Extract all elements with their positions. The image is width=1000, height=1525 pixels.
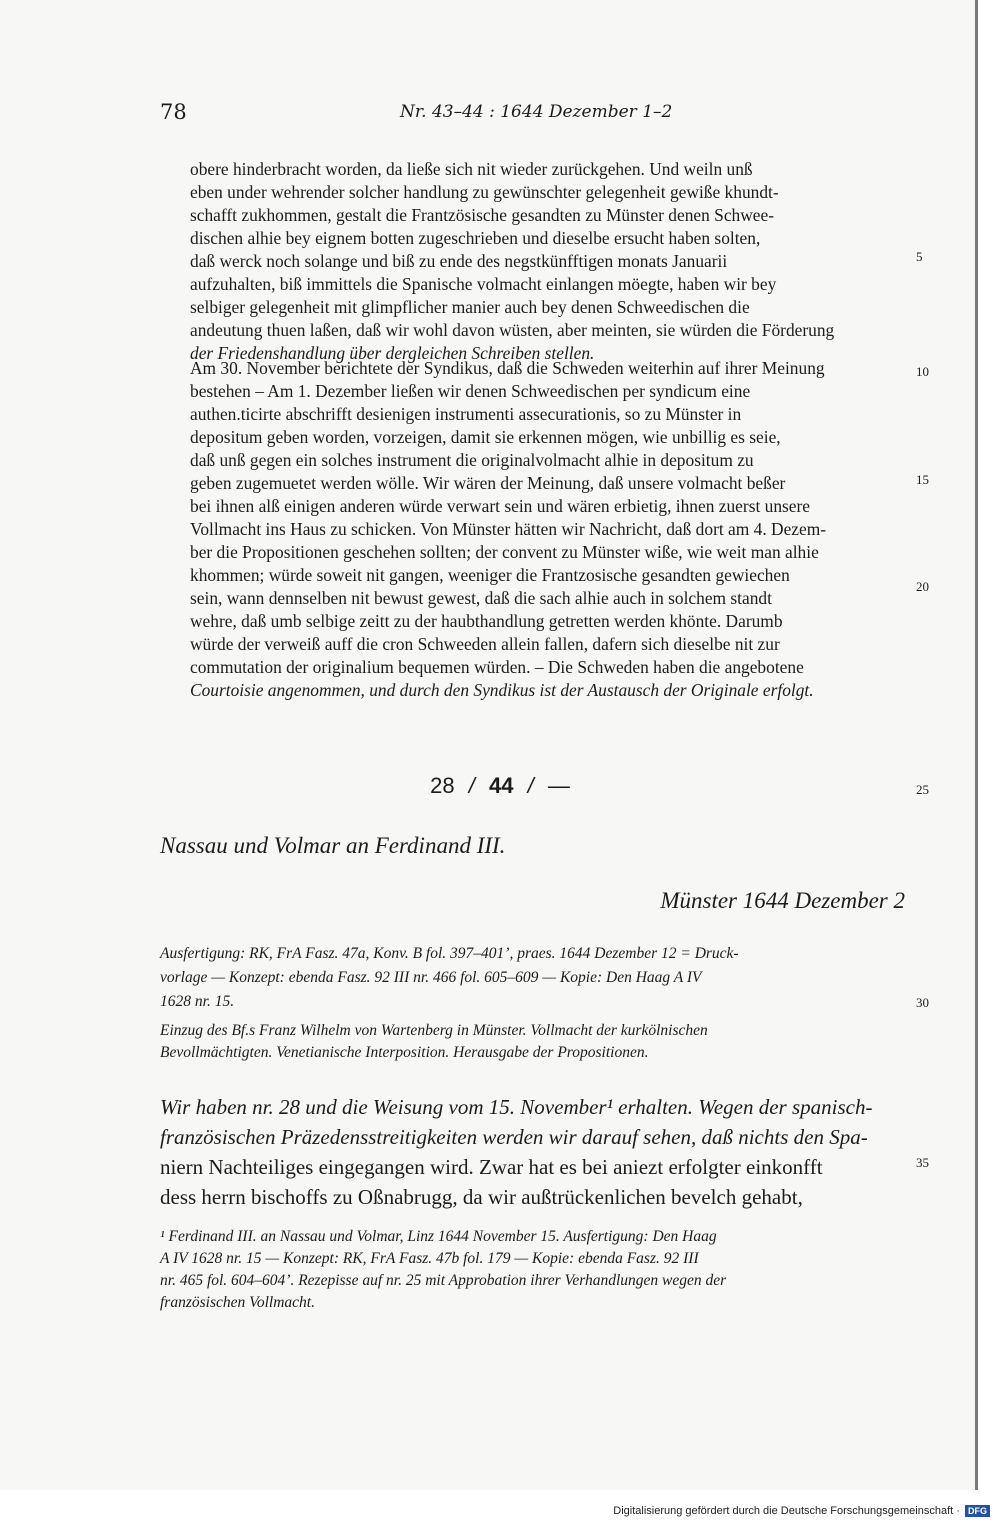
footer-text: Digitalisierung gefördert durch die Deutsche Forschungsgemeinschaft · <box>613 1505 960 1517</box>
line-number: 5 <box>916 249 923 264</box>
text-line: niern Nachteiliges eingegangen wird. Zwar hat es bei aniezt erfolgter einkonfft <box>160 1155 823 1179</box>
text-line: Bevollmächtigten. Venetianische Interposition. Herausgabe der Propositionen. <box>160 1044 649 1061</box>
dfg-logo: DFG <box>965 1505 990 1517</box>
text-line: 1628 nr. 15. <box>160 993 235 1010</box>
text-line: wehre, daß umb selbige zeitt zu der haubthandlung getretten werden khönte. Darumb <box>190 611 783 631</box>
doc-number-left: 28 <box>430 773 455 798</box>
text-line: würde der verweiß auff die cron Schweeden allein fallen, dafern sich dieselbe nit zur <box>190 634 780 654</box>
line-number: 10 <box>916 364 929 379</box>
text-line: selbiger gelegenheit mit glimpflicher manier auch bey denen Schweedischen die <box>190 297 750 317</box>
line-number: 25 <box>916 782 929 797</box>
document-title: Nassau und Volmar an Ferdinand III. <box>160 833 506 858</box>
text-line: Ausfertigung: RK, FrA Fasz. 47a, Konv. B fol. 397–401’, praes. 1644 Dezember 12 = Druck- <box>160 945 739 962</box>
text-line: bei ihnen alß einigen anderen würde verwart sein und wären erbietig, ihnen zuerst unsere <box>190 496 811 516</box>
text-line: dischen alhie bey eignem botten zugeschrieben und dieselbe ersucht haben solten, <box>190 228 761 248</box>
text-line: aufzuhalten, biß immittels die Spanische volmacht einlangen möegte, haben wir bey <box>190 274 777 294</box>
text-line: Vollmacht ins Haus zu schicken. Von Münster hätten wir Nachricht, daß dort am 4. Dezem- <box>190 519 827 539</box>
text-line: khommen; würde soweit nit gangen, weeniger die Frantzosische gesandten gewiechen <box>190 565 790 585</box>
text-line: bestehen – Am 1. Dezember ließen wir denen Schweedischen per syndicum eine <box>190 381 751 401</box>
line-number: 20 <box>916 579 929 594</box>
text-line: sein, wann dennselben nit bewust gewest, daß die sach alhie auch in solchem standt <box>190 588 772 608</box>
text-line: obere hinderbracht worden, da ließe sich nit wieder zurückgehen. Und weiln unß <box>190 159 753 179</box>
text-line: authen.ticirte abschrifft desienigen instrumenti assecurationis, so zu Münster in <box>190 404 742 424</box>
text-line: schafft zukhommen, gestalt die Frantzösische gesandten zu Münster denen Schwee- <box>190 205 775 225</box>
doc-separator: / <box>527 773 534 798</box>
text-line: eben under wehrender solcher handlung zu gewünschter gelegenheit gewiße khundt- <box>190 182 779 202</box>
text-line: Wir haben nr. 28 und die Weisung vom 15. November¹ erhalten. Wegen der spanisch- <box>160 1095 873 1119</box>
text-line: Courtoisie angenommen, und durch den Syndikus ist der Austausch der Originale erfolgt. <box>190 680 814 700</box>
page-edge <box>975 0 978 1490</box>
text-line: A IV 1628 nr. 15 — Konzept: RK, FrA Fasz. 47b fol. 179 — Kopie: ebenda Fasz. 92 III <box>160 1250 699 1267</box>
text-line: französischen Vollmacht. <box>160 1294 315 1311</box>
text-line: commutation der originalium bequemen würden. – Die Schweden haben die angebotene <box>190 657 804 677</box>
text-line: depositum geben worden, vorzeigen, damit sie erkennen mögen, wie unbillig es seie, <box>190 427 781 447</box>
text-line: Am 30. November berichtete der Syndikus, daß die Schweden weiterhin auf ihrer Meinung <box>190 358 825 378</box>
doc-separator: / <box>468 773 475 798</box>
funding-footer <box>613 1505 990 1517</box>
text-line: nr. 465 fol. 604–604’. Rezepisse auf nr. 25 mit Approbation ihrer Verhandlungen wegen der <box>160 1272 727 1289</box>
text-line: französischen Präzedensstreitigkeiten werden wir darauf sehen, daß nichts den Spa- <box>160 1125 868 1149</box>
line-number: 30 <box>916 995 929 1010</box>
text-line: daß werck noch solange und biß zu ende des negstkünfftigen monats Januarii <box>190 251 728 271</box>
place-date: Münster 1644 Dezember 2 <box>660 888 905 913</box>
running-title: Nr. 43–44 : 1644 Dezember 1–2 <box>400 102 673 122</box>
text-line: daß unß gegen ein solches instrument die originalvolmacht alhie in depositum zu <box>190 450 754 470</box>
doc-number-right: — <box>547 773 570 798</box>
text-line: dess herrn bischoffs zu Oßnabrugg, da wir außtrückenlichen bevelch gehabt, <box>160 1185 803 1209</box>
running-header <box>160 100 900 130</box>
text-line: der Friedenshandlung über dergleichen Schreiben stellen. <box>190 343 595 363</box>
text-line: ber die Propositionen geschehen sollten; der convent zu Münster wiße, wie weit man alhie <box>190 542 819 562</box>
page-number: 78 <box>160 100 187 124</box>
line-number: 15 <box>916 472 929 487</box>
text-line: geben zugemuetet werden wölle. Wir wären der Meinung, daß unsere volmacht beßer <box>190 473 786 493</box>
document-number <box>0 773 1000 799</box>
line-number: 35 <box>916 1155 929 1170</box>
text-line: ¹ Ferdinand III. an Nassau und Volmar, Linz 1644 November 15. Ausfertigung: Den Haag <box>160 1228 717 1245</box>
text-line: vorlage — Konzept: ebenda Fasz. 92 III nr. 466 fol. 605–609 — Kopie: Den Haag A IV <box>160 969 702 986</box>
text-line: andeutung thuen laßen, daß wir wohl davon wüsten, aber meinten, sie würden die Förderung <box>190 320 835 340</box>
doc-number-main: 44 <box>489 773 514 798</box>
text-line: Einzug des Bf.s Franz Wilhelm von Wartenberg in Münster. Vollmacht der kurkölnischen <box>160 1022 708 1039</box>
